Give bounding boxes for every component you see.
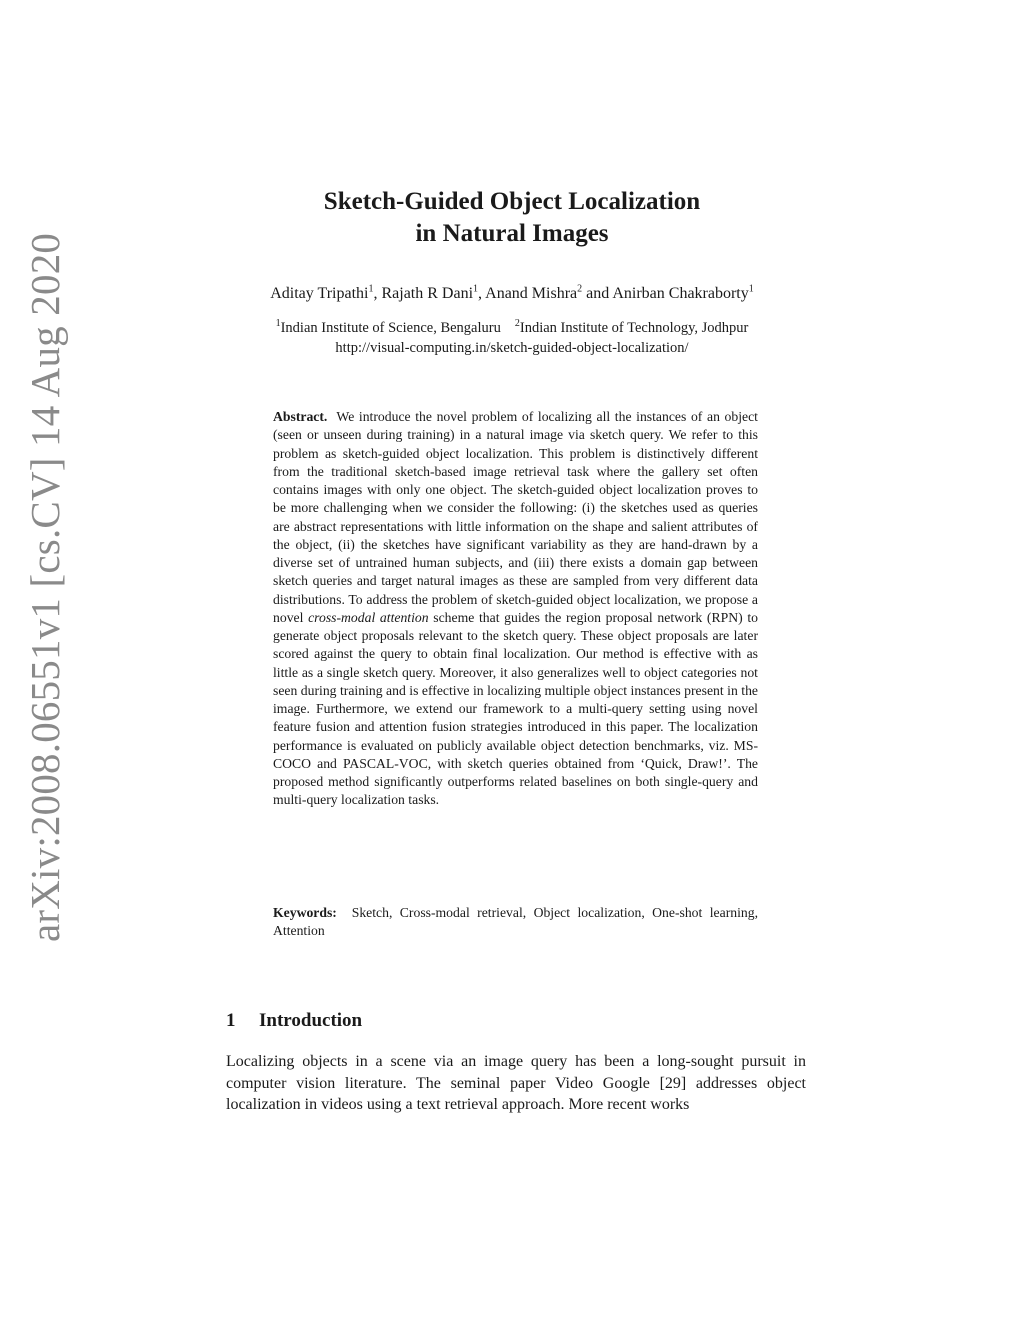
- author-affiliation-mark: 1: [748, 283, 754, 295]
- author-name: Anirban Chakraborty: [612, 285, 749, 302]
- section-heading: [226, 1008, 362, 1034]
- affiliation-line: [0, 318, 1024, 338]
- author-separator: ,: [478, 285, 486, 302]
- affiliations: [0, 318, 1024, 358]
- intro-paragraph: Localizing objects in a scene via an image query has been a long-sought pursuit in computer vision literature. The seminal paper Video Google [29] addresses object localization in videos using a text retrieval approach. More recent works: [226, 1053, 806, 1113]
- author-name: Rajath R Dani: [381, 285, 474, 302]
- author-list: [0, 284, 1024, 304]
- abstract-text: We introduce the novel problem of localizing all the instances of an object (seen or unseen during training) in a natural image via sketch query. We refer to this problem as sketch-guided object localization. This problem is distinctively different from the traditional sketch-based image retrieval task where the gallery set often contains images with only one object. The sketch-guided object localization proves to be more challenging when we consider the following: (i) the sketches used as queries are abstract representations with little information on the shape and salient attributes of the object, (ii) the sketches have significant variability as they are hand-drawn by a diverse set of untrained human subjects, and (iii) there exists a domain gap between sketch queries and target natural images as these are sampled from very different data distributions. To address the problem of sketch-guided object localization, we propose a novel: [273, 409, 758, 625]
- abstract-text: scheme that guides the region proposal network (RPN) to generate object proposals relevant to the sketch query. These object proposals are later scored against the query to obtain final localization. Our method is effective with as little as a single sketch query. Moreover, it also generalizes well to object categories not seen during training and is effective in localizing multiple object instances present in the image. Furthermore, we extend our framework to a multi-query setting using novel feature fusion and attention fusion strategies introduced in this paper. The localization performance is evaluated on publicly available object detection benchmarks, viz. MS-COCO and PASCAL-VOC, with sketch queries obtained from ‘Quick, Draw!’. The proposed method significantly outperforms related baselines on both single-query and multi-query localization tasks.: [273, 609, 758, 808]
- author-affiliation-mark: 1: [368, 283, 374, 295]
- author-name: Aditay Tripathi: [270, 285, 369, 302]
- author-name: Anand Mishra: [485, 285, 578, 302]
- title-line-1: Sketch-Guided Object Localization: [323, 188, 701, 215]
- affiliation-name: Indian Institute of Science, Bengaluru: [280, 320, 501, 336]
- affiliation-number: 1: [275, 318, 281, 330]
- abstract: [273, 408, 758, 810]
- author-separator: and: [582, 285, 613, 302]
- project-url[interactable]: http://visual-computing.in/sketch-guided-object-localization/: [335, 340, 689, 356]
- abstract-label: Abstract.: [273, 409, 328, 424]
- arxiv-identifier: arXiv:2008.06551v1 [cs.CV] 14 Aug 2020: [22, 232, 68, 942]
- abstract-emphasis: cross-modal attention: [308, 609, 429, 625]
- section-title: Introduction: [259, 1010, 363, 1031]
- affiliation-name: Indian Institute of Technology, Jodhpur: [519, 320, 749, 336]
- author-separator: ,: [373, 285, 382, 302]
- keywords-label: Keywords:: [273, 905, 337, 920]
- author-affiliation-mark: 1: [473, 283, 479, 295]
- affiliation-number: 2: [514, 318, 520, 330]
- section-number: 1: [226, 1010, 236, 1031]
- author-affiliation-mark: 2: [577, 283, 583, 295]
- paper-title: [0, 186, 1024, 250]
- title-line-2: in Natural Images: [415, 220, 609, 247]
- keywords: [273, 904, 758, 941]
- keywords-text: Sketch, Cross-modal retrieval, Object localization, One-shot learning, Attention: [273, 905, 759, 939]
